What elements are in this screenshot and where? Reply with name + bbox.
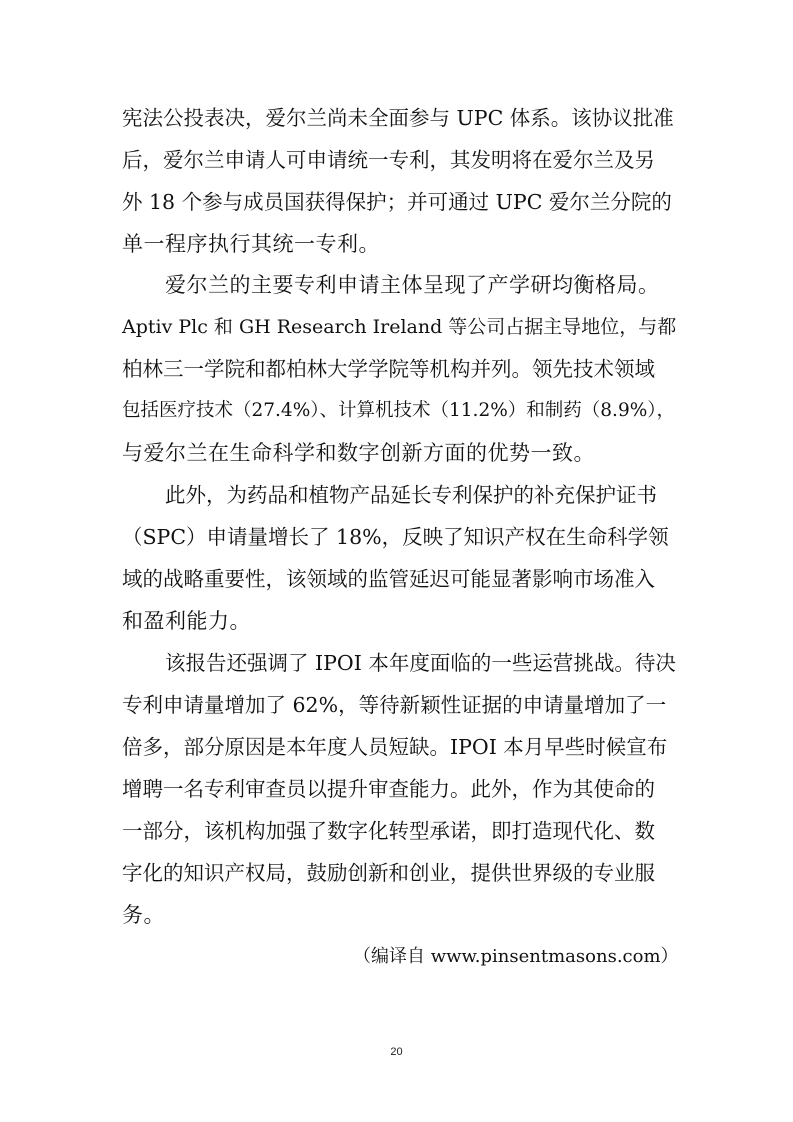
text-line: 后，爱尔兰申请人可申请统一专利，其发明将在爱尔兰及另 (122, 148, 655, 172)
text-line: 字化的知识产权局，鼓励创新和创业，提供世界级的专业服 (122, 861, 655, 885)
text-line: 单一程序执行其统一专利。 (122, 232, 380, 256)
text-line: 该报告还强调了 IPOI 本年度面临的一些运营挑战。待决 (165, 651, 676, 675)
source-credit: （编译自 www.pinsentmasons.com） (353, 946, 679, 967)
text-line: 与爱尔兰在生命科学和数字创新方面的优势一致。 (122, 441, 595, 465)
page-number: 20 (390, 1046, 403, 1058)
text-line: Aptiv Plc 和 GH Research Ireland 等公司占据主导地位，与都 (122, 316, 677, 338)
text-line: 专利申请量增加了 62%，等待新颖性证据的申请量增加了一 (122, 693, 667, 717)
text-line: 一部分，该机构加强了数字化转型承诺，即打造现代化、数 (122, 819, 655, 843)
text-line: 和盈利能力。 (122, 609, 251, 633)
text-line: 爱尔兰的主要专利申请主体呈现了产学研均衡格局。 (165, 273, 660, 297)
text-line: 宪法公投表决，爱尔兰尚未全面参与 UPC 体系。该协议批准 (122, 106, 674, 130)
text-line: 倍多，部分原因是本年度人员短缺。IPOI 本月早些时候宣布 (122, 735, 668, 759)
text-line: 外 18 个参与成员国获得保护；并可通过 UPC 爱尔兰分院的 (122, 190, 672, 214)
text-line: 增聘一名专利审查员以提升审查能力。此外，作为其使命的 (122, 777, 655, 801)
text-line: 包括医疗技术（27.4%）、计算机技术（11.2%）和制药（8.9%）， (122, 400, 676, 421)
text-line: 柏林三一学院和都柏林大学学院等机构并列。领先技术领域 (122, 357, 655, 381)
text-line: 此外，为药品和植物产品延长专利保护的补充保护证书 (165, 483, 657, 507)
text-line: 务。 (122, 903, 165, 927)
text-line: 域的战略重要性，该领域的监管延迟可能显著影响市场准入 (122, 567, 655, 591)
text-line: （SPC）申请量增长了 18%，反映了知识产权在生命科学领 (122, 525, 669, 549)
